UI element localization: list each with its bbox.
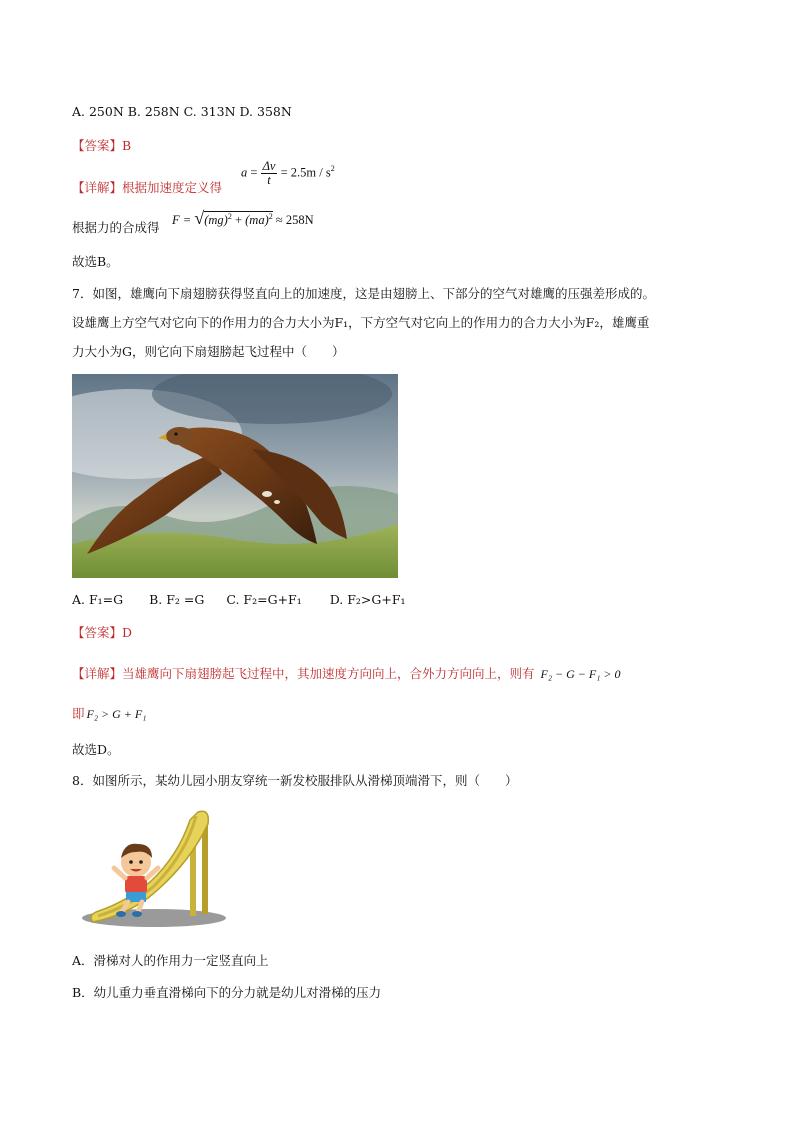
detail-text: 根据加速度定义得 — [122, 180, 223, 195]
sqrt-icon: √ — [194, 208, 205, 228]
slide-child-illustration-icon — [78, 806, 230, 930]
fraction: $\frac{\Delta v}{t}$ — [262, 159, 276, 187]
q7-stem-line2: 设雄鹰上方空气对它向下的作用力的合力大小为F₁，下方空气对它向上的作用力的合力大小为F₂，雄鹰重 — [72, 315, 650, 330]
q7-stem-line1: 7．如图，雄鹰向下扇翅膀获得竖直向上的加速度，这是由翅膀上、下部分的空气对雄鹰的压强差形成的。 — [72, 286, 655, 301]
answer-value: D — [122, 625, 133, 640]
q7-option-c: C. F₂=G+F₁ — [226, 592, 302, 607]
q6-answer — [72, 136, 131, 154]
detail-text: 当雄鹰向下扇翅膀起飞过程中，其加速度方向向上，合外力方向向上，则有 — [122, 666, 535, 681]
q7-conclusion: 故选D。 — [72, 742, 120, 757]
answer-value: B — [122, 138, 132, 153]
q7-answer — [72, 623, 132, 641]
q7-options — [72, 592, 406, 607]
q6-detail-line1 — [72, 178, 222, 196]
answer-tag: 【答案】 — [72, 625, 123, 640]
q7-option-a: A. F₁=G — [72, 592, 124, 607]
q7-option-b: B. F₂ =G — [149, 592, 205, 607]
detail-tag: 【详解】 — [72, 666, 123, 681]
q6-formula-force: F = √(mg)$^2$ + (ma)$^2$ ≈ 258N — [172, 208, 314, 228]
q8-stem: 8．如图所示，某幼儿园小朋友穿统一新发校服排队从滑梯顶端滑下，则（ ） — [72, 773, 518, 788]
q7-formula-result: F₂ > G + F₁ — [86, 707, 147, 721]
q7-stem-line3: 力大小为G，则它向下扇翅膀起飞过程中（ ） — [72, 344, 345, 359]
q7-detail-line1 — [72, 664, 620, 682]
answer-tag: 【答案】 — [72, 138, 123, 153]
q8-option-a: A．滑梯对人的作用力一定竖直向上 — [72, 953, 269, 968]
eagle-photo-icon — [72, 374, 398, 578]
eagle-photo — [72, 374, 398, 578]
q6-detail-line2: 根据力的合成得 — [72, 220, 160, 235]
detail-tag: 【详解】 — [72, 180, 123, 195]
q6-formula-acceleration: a = $\frac{\Delta v}{t}$ = $2.5m / s^2$ — [241, 159, 335, 187]
q6-conclusion: 故选B。 — [72, 254, 119, 269]
q7-option-d: D. F₂>G+F₁ — [329, 592, 406, 607]
q7-detail-line2: 即 F₂ > G + F₁ — [72, 706, 147, 721]
q6-options: A. 250N B. 258N C. 313N D. 358N — [72, 104, 292, 119]
slide-child-illustration — [78, 806, 230, 930]
q7-formula-inequality: F₂ − G − F₁ > 0 — [540, 667, 621, 681]
q8-option-b: B．幼儿重力垂直滑梯向下的分力就是幼儿对滑梯的压力 — [72, 985, 382, 1000]
